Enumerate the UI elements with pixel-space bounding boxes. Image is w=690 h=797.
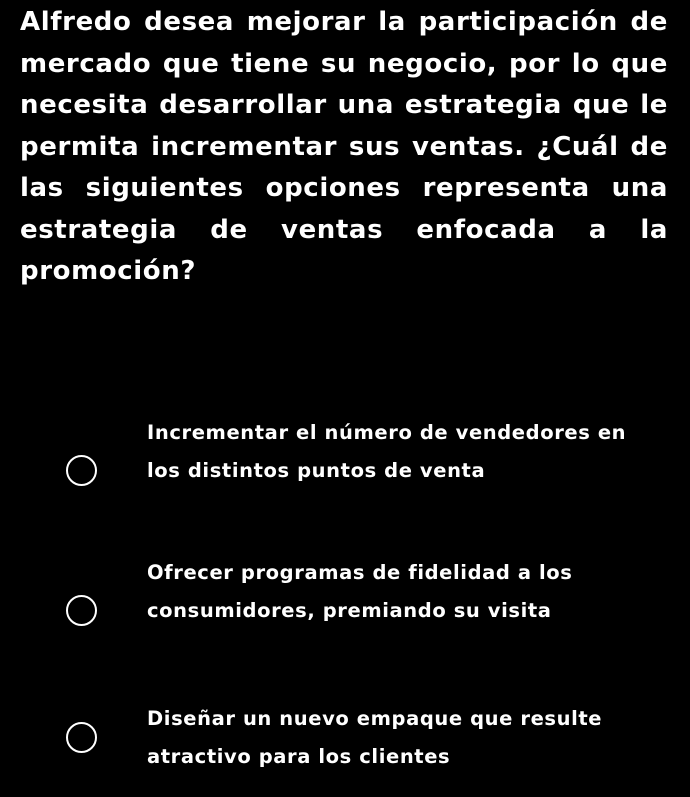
answer-option-label: Incrementar el número de vendedores en los distintos puntos de venta: [147, 421, 627, 482]
radio-button-icon[interactable]: [66, 455, 97, 486]
radio-button-icon[interactable]: [66, 595, 97, 626]
answer-option-3[interactable]: [0, 700, 690, 780]
answer-option-label: Ofrecer programas de fidelidad a los consumidores, premiando su visita: [147, 561, 573, 622]
answer-option-1[interactable]: [0, 414, 690, 530]
answer-option-label: Diseñar un nuevo empaque que resulte atractivo para los clientes: [147, 707, 603, 768]
question-text: Alfredo desea mejorar la participación de mercado que tiene su negocio, por lo que necesita desarrollar una estrategia que le permita incrementar sus ventas. ¿Cuál de las siguientes opciones representa una estrategia de ventas enfocada a la promoción?: [20, 7, 668, 286]
answer-option-2[interactable]: [0, 554, 690, 670]
radio-button-icon[interactable]: [66, 722, 97, 753]
